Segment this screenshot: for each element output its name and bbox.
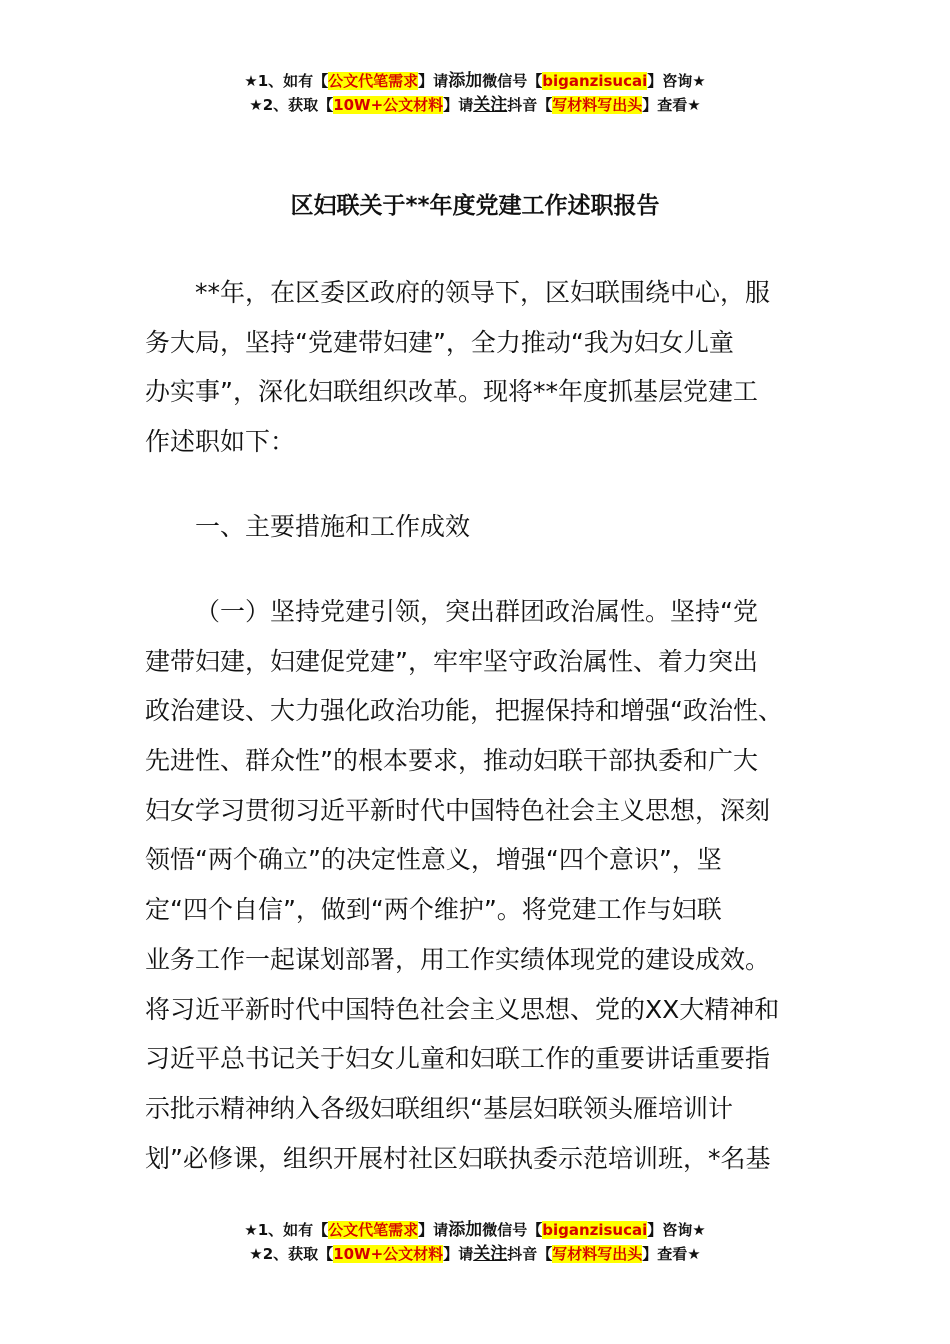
banner-highlight: 10W+公文材料 [333, 1245, 444, 1263]
banner-emphasis: 关注 [473, 1244, 508, 1264]
banner-text: 】查看★ [642, 96, 701, 114]
banner-text: 】咨询★ [647, 1221, 706, 1239]
paragraph-line: 先进性、群众性”的根本要求，推动妇联干部执委和广大 [145, 746, 758, 776]
banner-text: 】咨询★ [647, 72, 706, 90]
paragraph-line: 领悟“两个确立”的决定性意义，增强“四个意识”，坚 [145, 845, 722, 875]
paragraph-line: 定“四个自信”，做到“两个维护”。将党建工作与妇联 [145, 895, 722, 925]
paragraph-line: 政治建设、大力强化政治功能，把握保持和增强“政治性、 [145, 696, 783, 726]
banner-highlight: 10W+公文材料 [333, 96, 444, 114]
banner-douyin-id: 写材料写出头 [552, 96, 643, 114]
document-title: 区妇联关于**年度党建工作述职报告 [290, 193, 660, 219]
banner-text: 】请 [418, 1221, 449, 1239]
banner-wechat-id: biganzisucai [542, 72, 648, 90]
section-heading-text: 一、主要措施和工作成效 [195, 512, 471, 541]
paragraph-line: 划”必修课，组织开展村社区妇联执委示范培训班，*名基 [145, 1143, 771, 1173]
banner-wechat-id: biganzisucai [542, 1221, 648, 1239]
banner-text: ★1、如有【 [244, 1221, 329, 1239]
banner-line-1 [0, 69, 950, 93]
intro-paragraph [145, 268, 805, 467]
banner-text: ★2、获取【 [249, 96, 334, 114]
paragraph-line: 建带妇建，妇建促党建”，牢牢坚守政治属性、着力突出 [145, 646, 758, 676]
banner-text: 】请 [443, 96, 474, 114]
banner-emphasis: 添加 [448, 1220, 483, 1240]
banner-text: ★2、获取【 [249, 1245, 334, 1263]
banner-text: 微信号【 [482, 1221, 543, 1239]
paragraph-line: 办实事”，深化妇联组织改革。现将**年度抓基层党建工 [145, 377, 758, 407]
paragraph-line: 业务工作一起谋划部署，用工作实绩体现党的建设成效。 [145, 944, 771, 974]
banner-text: 微信号【 [482, 72, 543, 90]
paragraph-line: **年，在区委区政府的领导下，区妇联围绕中心，服 [195, 278, 771, 307]
paragraph-line: 妇女学习贯彻习近平新时代中国特色社会主义思想，深刻 [145, 795, 771, 825]
banner-emphasis: 关注 [473, 95, 508, 115]
banner-emphasis: 添加 [448, 71, 483, 91]
paragraph-line: 习近平总书记关于妇女儿童和妇联工作的重要讲话重要指 [145, 1044, 771, 1074]
banner-highlight: 公文代笔需求 [328, 72, 419, 90]
banner-line-1 [0, 1218, 950, 1242]
paragraph-line: 示批示精神纳入各级妇联组织“基层妇联领头雁培训计 [145, 1093, 733, 1123]
banner-text: 】请 [443, 1245, 474, 1263]
paragraph-line: 务大局，坚持“党建带妇建”，全力推动“我为妇女儿童 [145, 327, 734, 357]
banner-text: 抖音【 [507, 96, 553, 114]
header-banner [0, 69, 950, 117]
paragraph-line: 作述职如下： [145, 427, 296, 457]
banner-line-2 [0, 93, 950, 117]
banner-douyin-id: 写材料写出头 [552, 1245, 643, 1263]
section-paragraph [145, 587, 805, 1183]
banner-text: 】请 [418, 72, 449, 90]
banner-text: 抖音【 [507, 1245, 553, 1263]
paragraph-line: （一）坚持党建引领，突出群团政治属性。坚持“党 [195, 597, 758, 626]
banner-text: ★1、如有【 [244, 72, 329, 90]
footer-banner [0, 1218, 950, 1266]
banner-text: 】查看★ [642, 1245, 701, 1263]
section-heading [145, 502, 805, 552]
banner-highlight: 公文代笔需求 [328, 1221, 419, 1239]
paragraph-line: 将习近平新时代中国特色社会主义思想、党的XX大精神和 [145, 994, 780, 1024]
banner-line-2 [0, 1242, 950, 1266]
